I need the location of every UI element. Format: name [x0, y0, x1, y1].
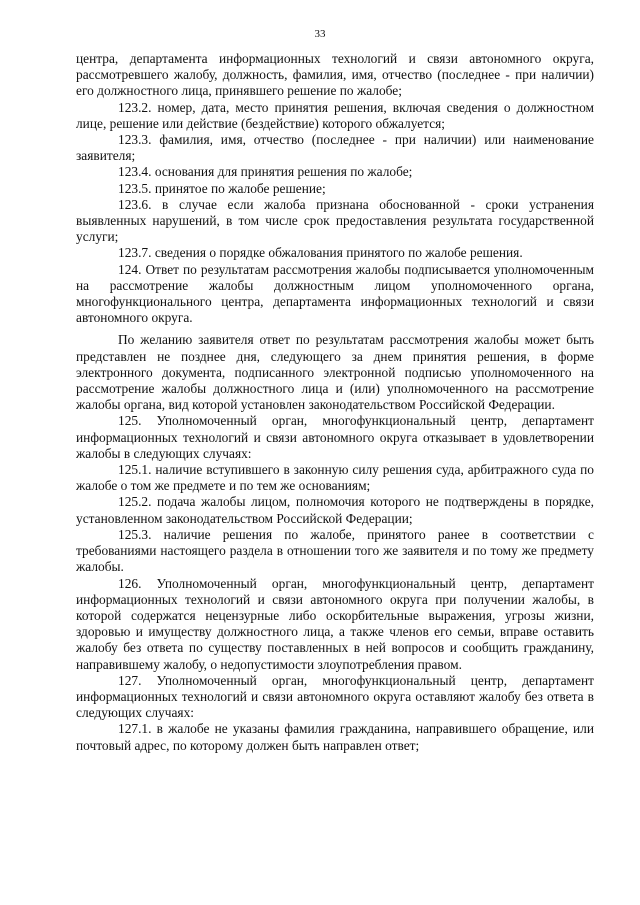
paragraph-123-7: 123.7. сведения о порядке обжалования принятого по жалобе решения. [118, 245, 523, 261]
paragraph-123-2: 123.2. номер, дата, место принятия решения, включая сведения о должностном лице, решение или действие (бездействие) которого обжалуется; [76, 99, 594, 131]
paragraph-127: 127. Уполномоченный орган, многофункциональный центр, департамент информационных технологий и связи автономного округа оставляют жалобу без ответа в следующих случаях: [76, 672, 594, 721]
paragraph-125-1: 125.1. наличие вступившего в законную силу решения суда, арбитражного суда по жалобе о том же предмете и по тем же основаниям; [76, 462, 594, 494]
page-number: 33 [314, 28, 326, 40]
paragraph-123-3: 123.3. фамилия, имя, отчество (последнее - при наличии) или наименование заявителя; [76, 132, 594, 164]
paragraph-124-electronic-answer: По желанию заявителя ответ по результатам рассмотрения жалобы может быть представлен не позднее дня, следующего за днем принятия решения, в форме электронного документа, подписанного электронной подписью уполномоченного на рассмотрение жалобы должностного лица и (или) уполномоченного на рассмотрение жалобы органа, вид которой установлен законодательством Российской Федерации. [76, 332, 594, 413]
paragraph-124: 124. Ответ по результатам рассмотрения жалобы подписывается уполномоченным на рассмотрение жалобы должностным лицом уполномоченного органа, многофункционального центра, департамента информационных технологий и связи автономного округа. [76, 261, 594, 326]
paragraph-123-6: 123.6. в случае если жалоба признана обоснованной - сроки устранения выявленных нарушений, в том числе срок предоставления результата государственной услуги; [76, 196, 594, 245]
paragraph-126: 126. Уполномоченный орган, многофункциональный центр, департамент информационных технологий и связи автономного округа при получении жалобы, в которой содержатся нецензурные либо оскорбительные выражения, угрозы жизни, здоровью и имуществу должностного лица, а также членов его семьи, вправе оставить жалобу без ответа по существу поставленных в ней вопросов и сообщить гражданину, направившему жалобу, о недопустимости злоупотребления правом. [76, 575, 594, 672]
paragraph-125-2: 125.2. подача жалобы лицом, полномочия которого не подтверждены в порядке, установленном законодательством Российской Федерации; [76, 494, 594, 526]
paragraph-continuation: центра, департамента информационных технологий и связи автономного округа, рассмотревшего жалобу, должность, фамилия, имя, отчество (последнее - при наличии) его должностного лица, принявшего решение по жалобе; [76, 51, 594, 99]
paragraph-127-1: 127.1. в жалобе не указаны фамилия гражданина, направившего обращение, или почтовый адрес, по которому должен быть направлен ответ; [76, 721, 594, 753]
paragraph-123-4: 123.4. основания для принятия решения по жалобе; [118, 164, 413, 180]
paragraph-125: 125. Уполномоченный орган, многофункциональный центр, департамент информационных технологий и связи автономного округа отказывает в удовлетворении жалобы в следующих случаях: [76, 413, 594, 461]
document-body [76, 51, 594, 754]
paragraph-123-5: 123.5. принятое по жалобе решение; [118, 180, 326, 196]
paragraph-125-3: 125.3. наличие решения по жалобе, принятого ранее в соответствии с требованиями настоящего раздела в отношении того же заявителя и по тому же предмету жалобы. [76, 526, 594, 575]
